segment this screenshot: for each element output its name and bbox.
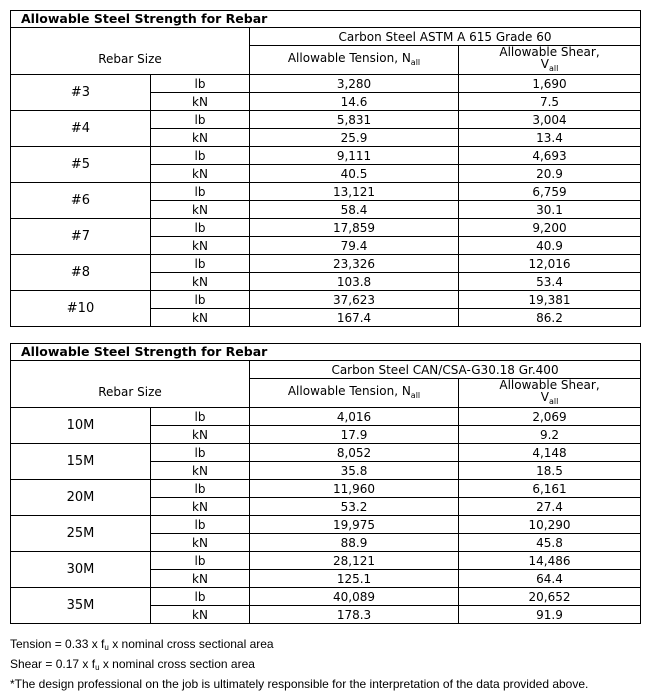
- tension-kn: 167.4: [250, 309, 459, 327]
- rebar-size: #6: [11, 183, 151, 219]
- rebar-size: #8: [11, 255, 151, 291]
- shear-kn: 91.9: [459, 606, 641, 624]
- shear-lb: 3,004: [459, 111, 641, 129]
- unit-kn: kN: [151, 309, 250, 327]
- tension-kn: 53.2: [250, 498, 459, 516]
- shear-lb: 6,161: [459, 480, 641, 498]
- tension-kn: 17.9: [250, 426, 459, 444]
- tension-header: [250, 46, 459, 75]
- shear-symbol-subscript: all: [548, 397, 559, 407]
- tension-kn: 79.4: [250, 237, 459, 255]
- shear-kn: 9.2: [459, 426, 641, 444]
- shear-header-symbol: [459, 58, 640, 74]
- unit-kn: kN: [151, 426, 250, 444]
- shear-lb: 4,693: [459, 147, 641, 165]
- tension-lb: 8,052: [250, 444, 459, 462]
- shear-kn: 64.4: [459, 570, 641, 588]
- unit-kn: kN: [151, 165, 250, 183]
- rebar-size: #4: [11, 111, 151, 147]
- rebar-size: #10: [11, 291, 151, 327]
- blank-header-cell: [11, 361, 250, 379]
- tension-lb: 23,326: [250, 255, 459, 273]
- unit-lb: lb: [151, 219, 250, 237]
- rebar-size-header: Rebar Size: [11, 46, 250, 75]
- unit-lb: lb: [151, 111, 250, 129]
- rebar-size: 30M: [11, 552, 151, 588]
- table-row: [11, 291, 641, 309]
- table-row: [11, 255, 641, 273]
- unit-kn: kN: [151, 273, 250, 291]
- shear-header-label: Allowable Shear,: [499, 378, 600, 392]
- tension-lb: 4,016: [250, 408, 459, 426]
- shear-kn: 53.4: [459, 273, 641, 291]
- table-row: [11, 408, 641, 426]
- rebar-size: #7: [11, 219, 151, 255]
- shear-header: [459, 379, 641, 408]
- table-row: [11, 219, 641, 237]
- shear-kn: 86.2: [459, 309, 641, 327]
- rebar-size: 15M: [11, 444, 151, 480]
- unit-lb: lb: [151, 183, 250, 201]
- unit-kn: kN: [151, 93, 250, 111]
- tension-header-label: Allowable Tension, N: [287, 51, 411, 66]
- tension-lb: 37,623: [250, 291, 459, 309]
- table-row: [11, 147, 641, 165]
- shear-lb: 10,290: [459, 516, 641, 534]
- shear-kn: 30.1: [459, 201, 641, 219]
- disclaimer-note: *The design professional on the job is ultimately responsible for the interpretation of the data provided above.: [10, 677, 589, 691]
- table-row: [11, 480, 641, 498]
- shear-kn: 40.9: [459, 237, 641, 255]
- tension-lb: 40,089: [250, 588, 459, 606]
- tension-kn: 25.9: [250, 129, 459, 147]
- unit-lb: lb: [151, 255, 250, 273]
- unit-kn: kN: [151, 462, 250, 480]
- table-row: [11, 183, 641, 201]
- tension-kn: 35.8: [250, 462, 459, 480]
- unit-kn: kN: [151, 201, 250, 219]
- astm-rebar-strength-table: [10, 10, 641, 327]
- tension-kn: 58.4: [250, 201, 459, 219]
- table-row: [11, 444, 641, 462]
- tension-lb: 3,280: [250, 75, 459, 93]
- tension-header-label: Allowable Tension, N: [287, 384, 411, 399]
- tension-kn: 103.8: [250, 273, 459, 291]
- tension-lb: 28,121: [250, 552, 459, 570]
- unit-lb: lb: [151, 444, 250, 462]
- shear-formula-note: Shear = 0.17 x $f_u$ x nominal cross section area: [10, 657, 255, 672]
- shear-header-label: Allowable Shear,: [499, 45, 600, 59]
- tension-formula-note: Tension = 0.33 x $f_u$ x nominal cross sectional area: [10, 637, 274, 652]
- rebar-size: 35M: [11, 588, 151, 624]
- tension-kn: 178.3: [250, 606, 459, 624]
- table-row: [11, 111, 641, 129]
- shear-lb: 19,381: [459, 291, 641, 309]
- shear-kn: 20.9: [459, 165, 641, 183]
- rebar-size: 10M: [11, 408, 151, 444]
- unit-kn: kN: [151, 570, 250, 588]
- shear-lb: 14,486: [459, 552, 641, 570]
- table-row: [11, 552, 641, 570]
- tension-kn: 14.6: [250, 93, 459, 111]
- shear-symbol: V: [540, 57, 549, 72]
- unit-kn: kN: [151, 534, 250, 552]
- blank-header-cell: [11, 28, 250, 46]
- tension-kn: 125.1: [250, 570, 459, 588]
- rebar-size: 25M: [11, 516, 151, 552]
- tension-kn: 88.9: [250, 534, 459, 552]
- table-row: [11, 75, 641, 93]
- csa-rebar-strength-table: [10, 343, 641, 624]
- unit-lb: lb: [151, 408, 250, 426]
- tension-lb: 13,121: [250, 183, 459, 201]
- unit-lb: lb: [151, 516, 250, 534]
- shear-kn: 13.4: [459, 129, 641, 147]
- tension-lb: 5,831: [250, 111, 459, 129]
- unit-lb: lb: [151, 75, 250, 93]
- table-title: Allowable Steel Strength for Rebar: [11, 344, 641, 361]
- footnotes: [10, 636, 588, 693]
- table-row: [11, 588, 641, 606]
- unit-lb: lb: [151, 552, 250, 570]
- tension-header: [250, 379, 459, 408]
- unit-lb: lb: [151, 291, 250, 309]
- rebar-size: #3: [11, 75, 151, 111]
- unit-kn: kN: [151, 606, 250, 624]
- tension-kn: 40.5: [250, 165, 459, 183]
- table-body: [11, 11, 641, 327]
- tension-lb: 19,975: [250, 516, 459, 534]
- shear-kn: 7.5: [459, 93, 641, 111]
- tension-header-subscript: all: [410, 391, 421, 401]
- table-row: [11, 516, 641, 534]
- rebar-size-header: Rebar Size: [11, 379, 250, 408]
- material-header: Carbon Steel ASTM A 615 Grade 60: [250, 28, 641, 46]
- material-header: Carbon Steel CAN/CSA-G30.18 Gr.400: [250, 361, 641, 379]
- shear-lb: 2,069: [459, 408, 641, 426]
- unit-lb: lb: [151, 480, 250, 498]
- shear-header: [459, 46, 641, 75]
- tension-lb: 9,111: [250, 147, 459, 165]
- shear-lb: 20,652: [459, 588, 641, 606]
- tension-lb: 17,859: [250, 219, 459, 237]
- shear-lb: 6,759: [459, 183, 641, 201]
- table-body: [11, 344, 641, 624]
- unit-lb: lb: [151, 588, 250, 606]
- shear-kn: 18.5: [459, 462, 641, 480]
- tension-header-subscript: all: [410, 58, 421, 68]
- shear-symbol-subscript: all: [548, 64, 559, 74]
- unit-kn: kN: [151, 129, 250, 147]
- shear-lb: 1,690: [459, 75, 641, 93]
- shear-kn: 45.8: [459, 534, 641, 552]
- shear-symbol: V: [540, 390, 549, 405]
- rebar-size: #5: [11, 147, 151, 183]
- tension-lb: 11,960: [250, 480, 459, 498]
- shear-lb: 4,148: [459, 444, 641, 462]
- shear-lb: 9,200: [459, 219, 641, 237]
- rebar-size: 20M: [11, 480, 151, 516]
- table-title: Allowable Steel Strength for Rebar: [11, 11, 641, 28]
- unit-kn: kN: [151, 237, 250, 255]
- shear-kn: 27.4: [459, 498, 641, 516]
- unit-kn: kN: [151, 498, 250, 516]
- shear-header-symbol: [459, 391, 640, 407]
- unit-lb: lb: [151, 147, 250, 165]
- shear-lb: 12,016: [459, 255, 641, 273]
